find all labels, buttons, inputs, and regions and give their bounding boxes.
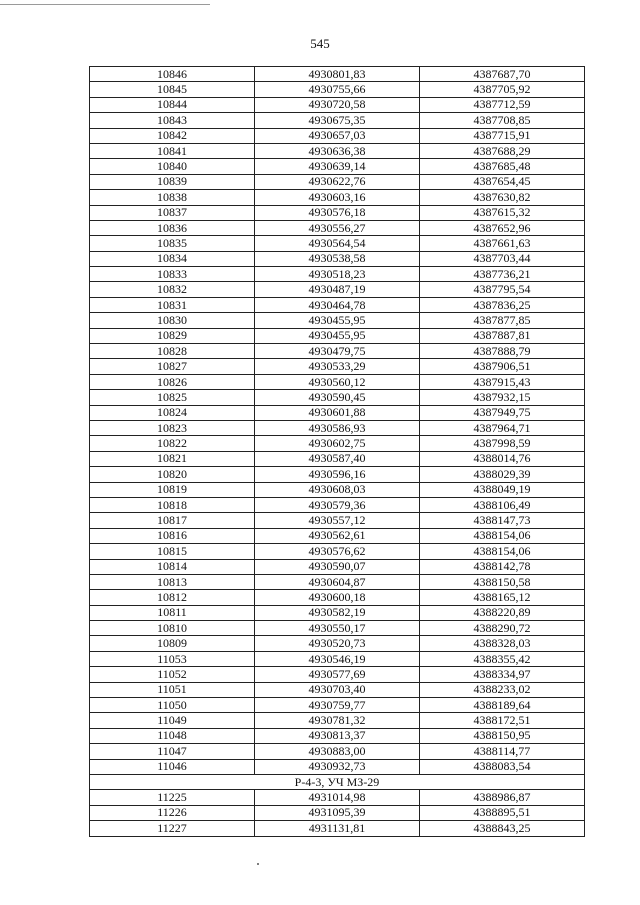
x-coordinate-cell: 4930576,62 [255, 544, 420, 559]
x-coordinate-cell: 4930603,16 [255, 190, 420, 205]
x-coordinate-cell: 4930556,27 [255, 220, 420, 235]
x-coordinate-cell: 4930675,35 [255, 113, 420, 128]
point-number-cell: 10818 [90, 497, 255, 512]
table-row [90, 374, 585, 389]
table-row [90, 713, 585, 728]
x-coordinate-cell: 4930622,76 [255, 174, 420, 189]
y-coordinate-cell: 4387932,15 [420, 390, 585, 405]
x-coordinate-cell: 4930600,18 [255, 590, 420, 605]
point-number-cell: 10838 [90, 190, 255, 205]
table-row [90, 128, 585, 143]
x-coordinate-cell: 4931095,39 [255, 805, 420, 820]
table-row [90, 790, 585, 805]
y-coordinate-cell: 4388142,78 [420, 559, 585, 574]
x-coordinate-cell: 4931131,81 [255, 821, 420, 836]
point-number-cell: 10812 [90, 590, 255, 605]
y-coordinate-cell: 4387703,44 [420, 251, 585, 266]
point-number-cell: 11053 [90, 651, 255, 666]
table-row [90, 67, 585, 82]
point-number-cell: 10842 [90, 128, 255, 143]
x-coordinate-cell: 4930639,14 [255, 159, 420, 174]
y-coordinate-cell: 4387915,43 [420, 374, 585, 389]
y-coordinate-cell: 4388895,51 [420, 805, 585, 820]
point-number-cell: 11048 [90, 728, 255, 743]
y-coordinate-cell: 4387661,63 [420, 236, 585, 251]
point-number-cell: 11049 [90, 713, 255, 728]
x-coordinate-cell: 4930759,77 [255, 698, 420, 713]
table-row [90, 282, 585, 297]
table-row [90, 328, 585, 343]
y-coordinate-cell: 4387877,85 [420, 313, 585, 328]
y-coordinate-cell: 4387887,81 [420, 328, 585, 343]
y-coordinate-cell: 4388172,51 [420, 713, 585, 728]
y-coordinate-cell: 4387654,45 [420, 174, 585, 189]
y-coordinate-cell: 4387836,25 [420, 297, 585, 312]
table-row [90, 544, 585, 559]
x-coordinate-cell: 4930564,54 [255, 236, 420, 251]
coordinates-table [89, 66, 585, 837]
table-row [90, 405, 585, 420]
table-row [90, 621, 585, 636]
table-row [90, 436, 585, 451]
point-number-cell: 10820 [90, 467, 255, 482]
point-number-cell: 10815 [90, 544, 255, 559]
table-row [90, 451, 585, 466]
x-coordinate-cell: 4930560,12 [255, 374, 420, 389]
point-number-cell: 11047 [90, 744, 255, 759]
point-number-cell: 10840 [90, 159, 255, 174]
x-coordinate-cell: 4930479,75 [255, 344, 420, 359]
table-row [90, 574, 585, 589]
x-coordinate-cell: 4930464,78 [255, 297, 420, 312]
x-coordinate-cell: 4930520,73 [255, 636, 420, 651]
point-number-cell: 11052 [90, 667, 255, 682]
table-row [90, 636, 585, 651]
y-coordinate-cell: 4388220,89 [420, 605, 585, 620]
x-coordinate-cell: 4930455,95 [255, 313, 420, 328]
x-coordinate-cell: 4930883,00 [255, 744, 420, 759]
point-number-cell: 10826 [90, 374, 255, 389]
table-row [90, 482, 585, 497]
x-coordinate-cell: 4930582,19 [255, 605, 420, 620]
x-coordinate-cell: 4930801,83 [255, 67, 420, 82]
page-number: 545 [310, 36, 330, 51]
point-number-cell: 10814 [90, 559, 255, 574]
table-row [90, 605, 585, 620]
y-coordinate-cell: 4388154,06 [420, 528, 585, 543]
point-number-cell: 10824 [90, 405, 255, 420]
table-row [90, 390, 585, 405]
table-row [90, 528, 585, 543]
section-header-row [90, 774, 585, 789]
table-row [90, 651, 585, 666]
y-coordinate-cell: 4387998,59 [420, 436, 585, 451]
x-coordinate-cell: 4930455,95 [255, 328, 420, 343]
point-number-cell: 11046 [90, 759, 255, 774]
x-coordinate-cell: 4930601,88 [255, 405, 420, 420]
point-number-cell: 10817 [90, 513, 255, 528]
point-number-cell: 10829 [90, 328, 255, 343]
y-coordinate-cell: 4388147,73 [420, 513, 585, 528]
point-number-cell: 10839 [90, 174, 255, 189]
x-coordinate-cell: 4930657,03 [255, 128, 420, 143]
point-number-cell: 10825 [90, 390, 255, 405]
x-coordinate-cell: 4930590,07 [255, 559, 420, 574]
table-row [90, 313, 585, 328]
y-coordinate-cell: 4387964,71 [420, 420, 585, 435]
table-row [90, 190, 585, 205]
table-row [90, 467, 585, 482]
table-row [90, 590, 585, 605]
x-coordinate-cell: 4930538,58 [255, 251, 420, 266]
table-row [90, 174, 585, 189]
table-row [90, 251, 585, 266]
y-coordinate-cell: 4388154,06 [420, 544, 585, 559]
y-coordinate-cell: 4387795,54 [420, 282, 585, 297]
point-number-cell: 10823 [90, 420, 255, 435]
y-coordinate-cell: 4388114,77 [420, 744, 585, 759]
point-number-cell: 10813 [90, 574, 255, 589]
point-number-cell: 10836 [90, 220, 255, 235]
y-coordinate-cell: 4388029,39 [420, 467, 585, 482]
x-coordinate-cell: 4930576,18 [255, 205, 420, 220]
x-coordinate-cell: 4930932,73 [255, 759, 420, 774]
x-coordinate-cell: 4930579,36 [255, 497, 420, 512]
y-coordinate-cell: 4388165,12 [420, 590, 585, 605]
x-coordinate-cell: 4930487,19 [255, 282, 420, 297]
y-coordinate-cell: 4388328,03 [420, 636, 585, 651]
y-coordinate-cell: 4388106,49 [420, 497, 585, 512]
point-number-cell: 10830 [90, 313, 255, 328]
y-coordinate-cell: 4387888,79 [420, 344, 585, 359]
y-coordinate-cell: 4388049,19 [420, 482, 585, 497]
x-coordinate-cell: 4930602,75 [255, 436, 420, 451]
x-coordinate-cell: 4930636,38 [255, 143, 420, 158]
table-row [90, 513, 585, 528]
point-number-cell: 10831 [90, 297, 255, 312]
table-row [90, 97, 585, 112]
y-coordinate-cell: 4387615,32 [420, 205, 585, 220]
y-coordinate-cell: 4387688,29 [420, 143, 585, 158]
scan-top-line [0, 4, 210, 5]
y-coordinate-cell: 4388843,25 [420, 821, 585, 836]
point-number-cell: 10819 [90, 482, 255, 497]
y-coordinate-cell: 4388233,02 [420, 682, 585, 697]
point-number-cell: 10816 [90, 528, 255, 543]
x-coordinate-cell: 4930518,23 [255, 267, 420, 282]
y-coordinate-cell: 4388189,64 [420, 698, 585, 713]
table-row [90, 344, 585, 359]
table-row [90, 728, 585, 743]
table-row [90, 805, 585, 820]
table-row [90, 82, 585, 97]
table-row [90, 667, 585, 682]
point-number-cell: 10811 [90, 605, 255, 620]
point-number-cell: 10832 [90, 282, 255, 297]
y-coordinate-cell: 4388150,95 [420, 728, 585, 743]
point-number-cell: 10833 [90, 267, 255, 282]
y-coordinate-cell: 4388986,87 [420, 790, 585, 805]
x-coordinate-cell: 4930608,03 [255, 482, 420, 497]
y-coordinate-cell: 4387708,85 [420, 113, 585, 128]
table-row [90, 759, 585, 774]
x-coordinate-cell: 4930587,40 [255, 451, 420, 466]
table-row [90, 559, 585, 574]
y-coordinate-cell: 4387652,96 [420, 220, 585, 235]
table-row [90, 497, 585, 512]
point-number-cell: 11227 [90, 821, 255, 836]
y-coordinate-cell: 4387705,92 [420, 82, 585, 97]
table-row [90, 267, 585, 282]
table-row [90, 113, 585, 128]
point-number-cell: 10828 [90, 344, 255, 359]
y-coordinate-cell: 4388334,97 [420, 667, 585, 682]
section-label: Р-4-3, УЧ МЗ-29 [90, 774, 585, 789]
x-coordinate-cell: 4931014,98 [255, 790, 420, 805]
point-number-cell: 10834 [90, 251, 255, 266]
y-coordinate-cell: 4387906,51 [420, 359, 585, 374]
scan-speck [257, 863, 259, 865]
x-coordinate-cell: 4930813,37 [255, 728, 420, 743]
table-row [90, 744, 585, 759]
x-coordinate-cell: 4930586,93 [255, 420, 420, 435]
x-coordinate-cell: 4930562,61 [255, 528, 420, 543]
x-coordinate-cell: 4930720,58 [255, 97, 420, 112]
y-coordinate-cell: 4388150,58 [420, 574, 585, 589]
table-row [90, 236, 585, 251]
table-row [90, 159, 585, 174]
x-coordinate-cell: 4930703,40 [255, 682, 420, 697]
table-row [90, 220, 585, 235]
point-number-cell: 10843 [90, 113, 255, 128]
y-coordinate-cell: 4388083,54 [420, 759, 585, 774]
y-coordinate-cell: 4388014,76 [420, 451, 585, 466]
y-coordinate-cell: 4387712,59 [420, 97, 585, 112]
table-row [90, 821, 585, 836]
x-coordinate-cell: 4930781,32 [255, 713, 420, 728]
x-coordinate-cell: 4930533,29 [255, 359, 420, 374]
table-row [90, 698, 585, 713]
x-coordinate-cell: 4930550,17 [255, 621, 420, 636]
table-row [90, 682, 585, 697]
x-coordinate-cell: 4930577,69 [255, 667, 420, 682]
point-number-cell: 10841 [90, 143, 255, 158]
point-number-cell: 10821 [90, 451, 255, 466]
table-row [90, 205, 585, 220]
table-row [90, 297, 585, 312]
point-number-cell: 11050 [90, 698, 255, 713]
point-number-cell: 10846 [90, 67, 255, 82]
y-coordinate-cell: 4387949,75 [420, 405, 585, 420]
point-number-cell: 10827 [90, 359, 255, 374]
point-number-cell: 11226 [90, 805, 255, 820]
table-row [90, 359, 585, 374]
y-coordinate-cell: 4388355,42 [420, 651, 585, 666]
y-coordinate-cell: 4387630,82 [420, 190, 585, 205]
x-coordinate-cell: 4930604,87 [255, 574, 420, 589]
table-row [90, 420, 585, 435]
point-number-cell: 10810 [90, 621, 255, 636]
x-coordinate-cell: 4930590,45 [255, 390, 420, 405]
y-coordinate-cell: 4387715,91 [420, 128, 585, 143]
point-number-cell: 10822 [90, 436, 255, 451]
point-number-cell: 10845 [90, 82, 255, 97]
y-coordinate-cell: 4387685,48 [420, 159, 585, 174]
x-coordinate-cell: 4930557,12 [255, 513, 420, 528]
point-number-cell: 10809 [90, 636, 255, 651]
y-coordinate-cell: 4387687,70 [420, 67, 585, 82]
y-coordinate-cell: 4387736,21 [420, 267, 585, 282]
point-number-cell: 11225 [90, 790, 255, 805]
x-coordinate-cell: 4930596,16 [255, 467, 420, 482]
table-row [90, 143, 585, 158]
point-number-cell: 10844 [90, 97, 255, 112]
point-number-cell: 10837 [90, 205, 255, 220]
x-coordinate-cell: 4930546,19 [255, 651, 420, 666]
y-coordinate-cell: 4388290,72 [420, 621, 585, 636]
point-number-cell: 11051 [90, 682, 255, 697]
x-coordinate-cell: 4930755,66 [255, 82, 420, 97]
point-number-cell: 10835 [90, 236, 255, 251]
